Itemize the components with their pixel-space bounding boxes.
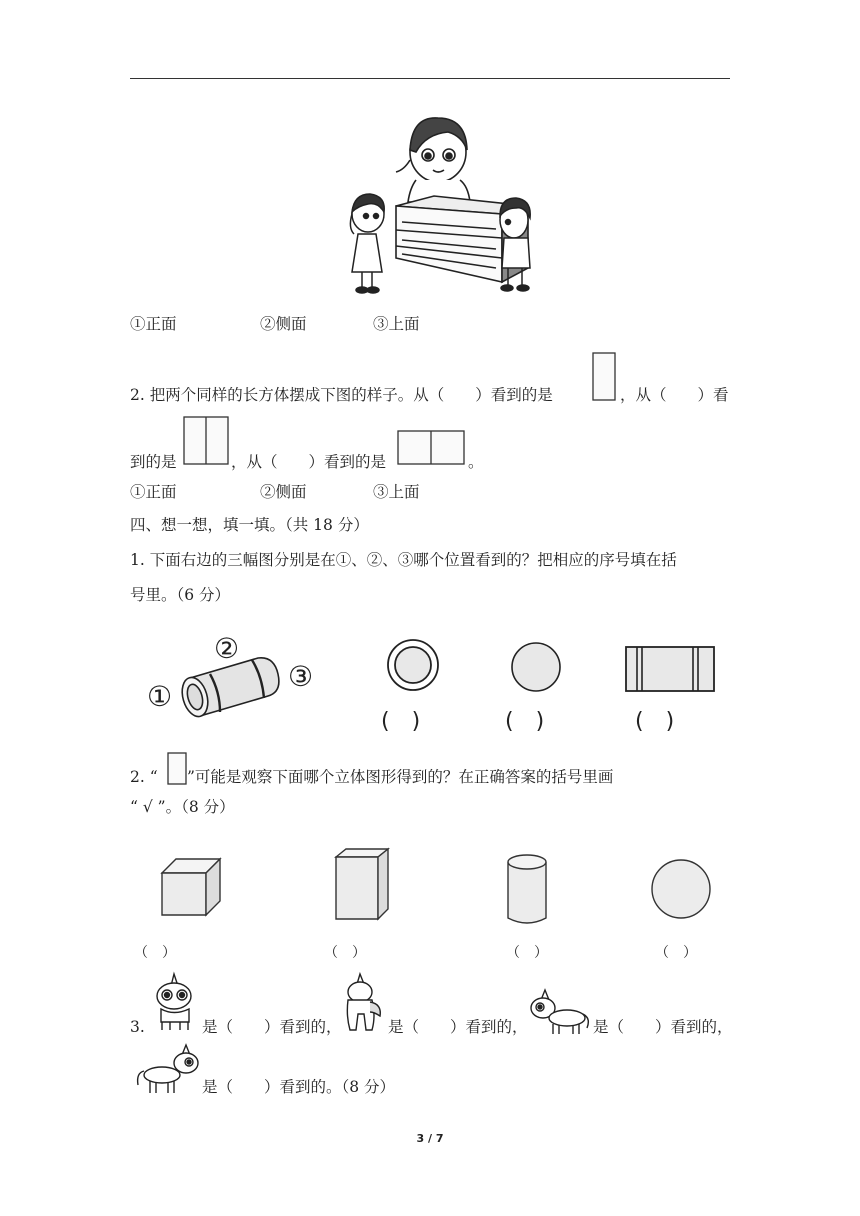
cabinet-illustration [330, 110, 550, 295]
cuboid-shape [334, 847, 390, 921]
shape-blank-3[interactable]: （ ） [506, 945, 548, 961]
s4q3-prefix: 3. [130, 1018, 145, 1036]
header-rule [130, 78, 730, 79]
view-two-wide-rects [397, 430, 467, 466]
option-side: ②侧面 [260, 483, 307, 501]
shape-blank-4[interactable]: （ ） [655, 945, 697, 961]
view-banded-rect [624, 645, 718, 693]
unicorn-front-icon [152, 972, 198, 1034]
option-top: ③上面 [373, 315, 420, 333]
q2-text-d: ，从（ ）看到的是 [231, 453, 387, 471]
q2-text-c: 到的是 [130, 453, 177, 471]
page-number: 3 / 7 [416, 1132, 444, 1145]
unicorn-side-left-icon [527, 988, 591, 1036]
s4q1-line-1: 1. 下面右边的三幅图分别是在①、②、③哪个位置看到的？把相应的序号填在括 [130, 551, 677, 569]
s4q1-line-2: 号里。（6 分） [130, 586, 231, 604]
option-front: ①正面 [130, 315, 177, 333]
position-label-2: ② [214, 632, 240, 665]
view-circle [509, 640, 563, 694]
q2-text-e: 。 [468, 453, 484, 471]
answer-blank-2[interactable]: ( ) [505, 709, 545, 734]
s4q3-seg-4: 是（ ）看到的。（8 分） [202, 1078, 396, 1096]
answer-blank-1[interactable]: ( ) [381, 709, 421, 734]
s4q3-seg-2: 是（ ）看到的， [388, 1018, 528, 1036]
position-label-1: ① [147, 680, 173, 713]
options-row-1 [130, 317, 530, 335]
option-top: ③上面 [373, 483, 420, 501]
view-single-rect [592, 352, 616, 402]
view-ring [385, 637, 441, 693]
q2-text-b: ，从（ ）看 [620, 386, 729, 404]
answer-blank-3[interactable]: ( ) [635, 709, 675, 734]
s4q3-seg-3: 是（ ）看到的， [593, 1018, 733, 1036]
s4q2-line-1: ”可能是观察下面哪个立体图形得到的？在正确答案的括号里画 [187, 768, 614, 786]
s4q2-prefix: 2. “ [130, 768, 158, 786]
position-label-3: ③ [288, 660, 314, 693]
unicorn-side-right-icon [134, 1043, 202, 1095]
section-4-title: 四、想一想，填一填。（共 18 分） [130, 516, 369, 534]
unicorn-back-icon [340, 972, 384, 1034]
shape-blank-2[interactable]: （ ） [324, 945, 366, 961]
cube-shape [160, 857, 222, 917]
option-front: ①正面 [130, 483, 177, 501]
option-side: ②侧面 [260, 315, 307, 333]
options-row-2 [130, 485, 530, 503]
shape-blank-1[interactable]: （ ） [134, 945, 176, 961]
q2-text-a: 2. 把两个同样的长方体摆成下图的样子。从（ ）看到的是 [130, 386, 553, 404]
s4q3-seg-1: 是（ ）看到的， [202, 1018, 342, 1036]
sphere-shape [650, 858, 712, 920]
cylinder-shape [505, 852, 549, 928]
target-view-rect [167, 752, 187, 786]
s4q2-line-2: “ √ ”。（8 分） [130, 798, 235, 816]
view-two-tall-rects [183, 416, 229, 466]
